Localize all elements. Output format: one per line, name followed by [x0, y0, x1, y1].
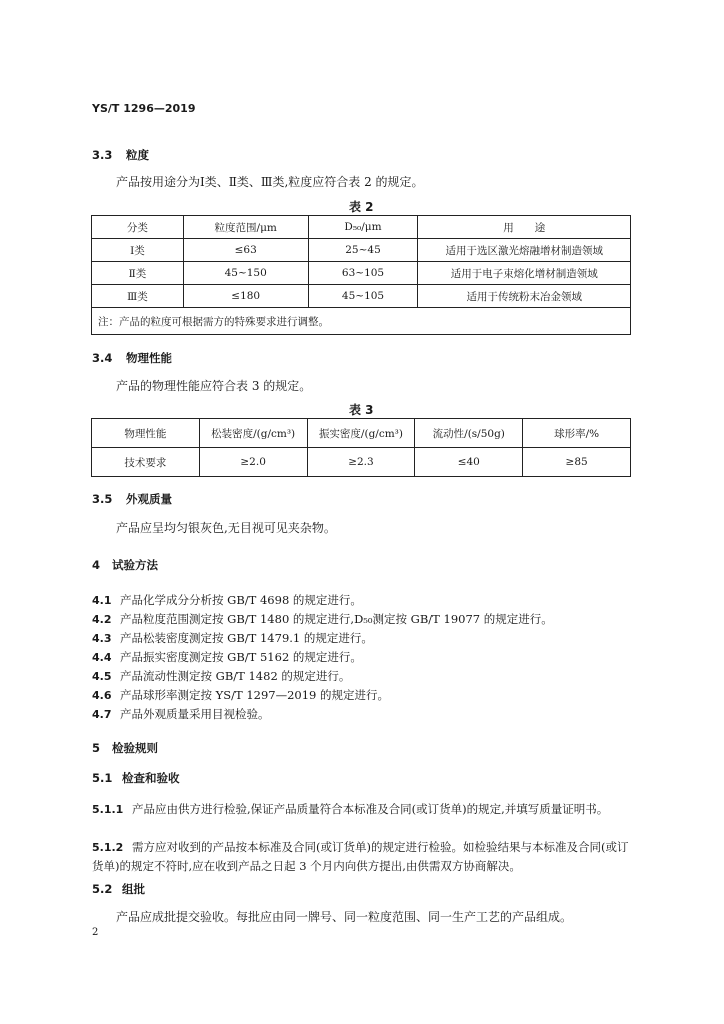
- table-row: [92, 448, 631, 477]
- standard-number: YS/T 1296—2019: [92, 102, 196, 115]
- header-cell: D₅₀/μm: [308, 216, 418, 239]
- table-note-row: [92, 308, 631, 335]
- table-header-row: [92, 216, 631, 239]
- header-cell: 振实密度/(g/cm³): [307, 419, 415, 448]
- section-title: 检验规则: [112, 741, 158, 755]
- table-cell: 适用于选区激光熔融增材制造领域: [418, 239, 631, 262]
- header-cell: 球形率/%: [523, 419, 631, 448]
- item-number: 5.1.2: [92, 841, 124, 854]
- section-number: 3.4: [92, 351, 113, 365]
- list-item: [92, 630, 373, 646]
- item-text: 产品应由供方进行检验,保证产品质量符合本标准及合同(或订货单)的规定,并填写质量证明书。: [132, 802, 609, 816]
- header-cell: 物理性能: [92, 419, 200, 448]
- table-cell: 适用于传统粉末冶金领域: [418, 285, 631, 308]
- section-number: 4: [92, 558, 101, 572]
- table-cell: 63~105: [308, 262, 418, 285]
- section-title: 物理性能: [126, 351, 172, 365]
- section-title: 组批: [122, 882, 145, 896]
- header-cell: 松装密度/(g/cm³): [199, 419, 307, 448]
- section-5-heading: [92, 740, 158, 756]
- table-cell: Ⅰ类: [92, 239, 184, 262]
- table-header-row: [92, 419, 631, 448]
- section-3-3-paragraph: 产品按用途分为Ⅰ类、Ⅱ类、Ⅲ类,粒度应符合表 2 的规定。: [116, 175, 424, 189]
- header-cell: 分类: [92, 216, 184, 239]
- item-text: 需方应对收到的产品按本标准及合同(或订货单)的规定进行检验。如检验结果与本标准及合同(或订货单)的规定不符时,应在收到产品之日起 3 个月内向供方提出,由供需双方协商解决。: [92, 840, 629, 873]
- item-text: 产品球形率测定按 YS/T 1297—2019 的规定进行。: [120, 688, 390, 702]
- section-title: 检查和验收: [122, 771, 180, 785]
- section-title: 粒度: [126, 148, 149, 162]
- section-3-4-heading: [92, 350, 172, 366]
- table-3-caption: 表 3: [349, 403, 374, 417]
- item-number: 4.2: [92, 613, 112, 626]
- list-item: [92, 668, 350, 684]
- table-cell: Ⅲ类: [92, 285, 184, 308]
- section-number: 3.3: [92, 148, 113, 162]
- list-item: [92, 649, 362, 665]
- item-number: 4.4: [92, 651, 112, 664]
- item-number: 4.5: [92, 670, 112, 683]
- table-cell: 45~150: [183, 262, 308, 285]
- table-cell: ≤40: [415, 448, 523, 477]
- table-row: [92, 285, 631, 308]
- header-cell: 流动性/(s/50g): [415, 419, 523, 448]
- table-row: [92, 262, 631, 285]
- item-number: 5.1.1: [92, 803, 124, 816]
- table-cell: 25~45: [308, 239, 418, 262]
- list-item: [92, 592, 362, 608]
- item-text: 产品振实密度测定按 GB/T 5162 的规定进行。: [120, 650, 362, 664]
- header-cell: 用 途: [418, 216, 631, 239]
- table-cell: 技术要求: [92, 448, 200, 477]
- item-number: 4.6: [92, 689, 112, 702]
- section-5-1-heading: [92, 770, 180, 786]
- header-cell: 粒度范围/μm: [183, 216, 308, 239]
- section-number: 5: [92, 741, 101, 755]
- list-item: [92, 706, 270, 722]
- table-cell: 适用于电子束熔化增材制造领域: [418, 262, 631, 285]
- section-3-5-heading: [92, 491, 172, 507]
- section-3-5-paragraph: 产品应呈均匀银灰色,无目视可见夹杂物。: [116, 521, 336, 535]
- table-cell: ≤63: [183, 239, 308, 262]
- section-5-2-heading: [92, 881, 145, 897]
- table-cell: ≥85: [523, 448, 631, 477]
- item-text: 产品外观质量采用目视检验。: [120, 707, 270, 721]
- section-4-heading: [92, 557, 158, 573]
- section-5-2-paragraph: 产品应成批提交验收。每批应由同一牌号、同一粒度范围、同一生产工艺的产品组成。: [116, 910, 573, 924]
- table-cell: ≤180: [183, 285, 308, 308]
- section-3-4-paragraph: 产品的物理性能应符合表 3 的规定。: [116, 379, 312, 393]
- paragraph-5-1-2: [92, 838, 632, 876]
- table-note: 注：产品的粒度可根据需方的特殊要求进行调整。: [92, 308, 631, 335]
- page-number: 2: [92, 927, 99, 938]
- table-row: [92, 239, 631, 262]
- item-text: 产品化学成分分析按 GB/T 4698 的规定进行。: [120, 593, 362, 607]
- list-item: [92, 687, 389, 703]
- table-2: [91, 215, 631, 335]
- section-number: 3.5: [92, 492, 113, 506]
- item-text: 产品流动性测定按 GB/T 1482 的规定进行。: [120, 669, 351, 683]
- section-3-3-heading: [92, 147, 149, 163]
- paragraph-5-1-1: [92, 800, 632, 819]
- table-cell: 45~105: [308, 285, 418, 308]
- section-number: 5.2: [92, 882, 113, 896]
- table-2-caption: 表 2: [349, 200, 374, 214]
- section-number: 5.1: [92, 771, 113, 785]
- table-3: [91, 418, 631, 477]
- table-cell: ≥2.3: [307, 448, 415, 477]
- list-item: [92, 611, 553, 627]
- item-number: 4.3: [92, 632, 112, 645]
- table-cell: ≥2.0: [199, 448, 307, 477]
- section-title: 试验方法: [112, 558, 158, 572]
- table-cell: Ⅱ类: [92, 262, 184, 285]
- item-text: 产品粒度范围测定按 GB/T 1480 的规定进行,D₅₀测定按 GB/T 19077 的规定进行。: [120, 612, 553, 626]
- item-text: 产品松装密度测定按 GB/T 1479.1 的规定进行。: [120, 631, 373, 645]
- item-number: 4.1: [92, 594, 112, 607]
- item-number: 4.7: [92, 708, 112, 721]
- section-title: 外观质量: [126, 492, 172, 506]
